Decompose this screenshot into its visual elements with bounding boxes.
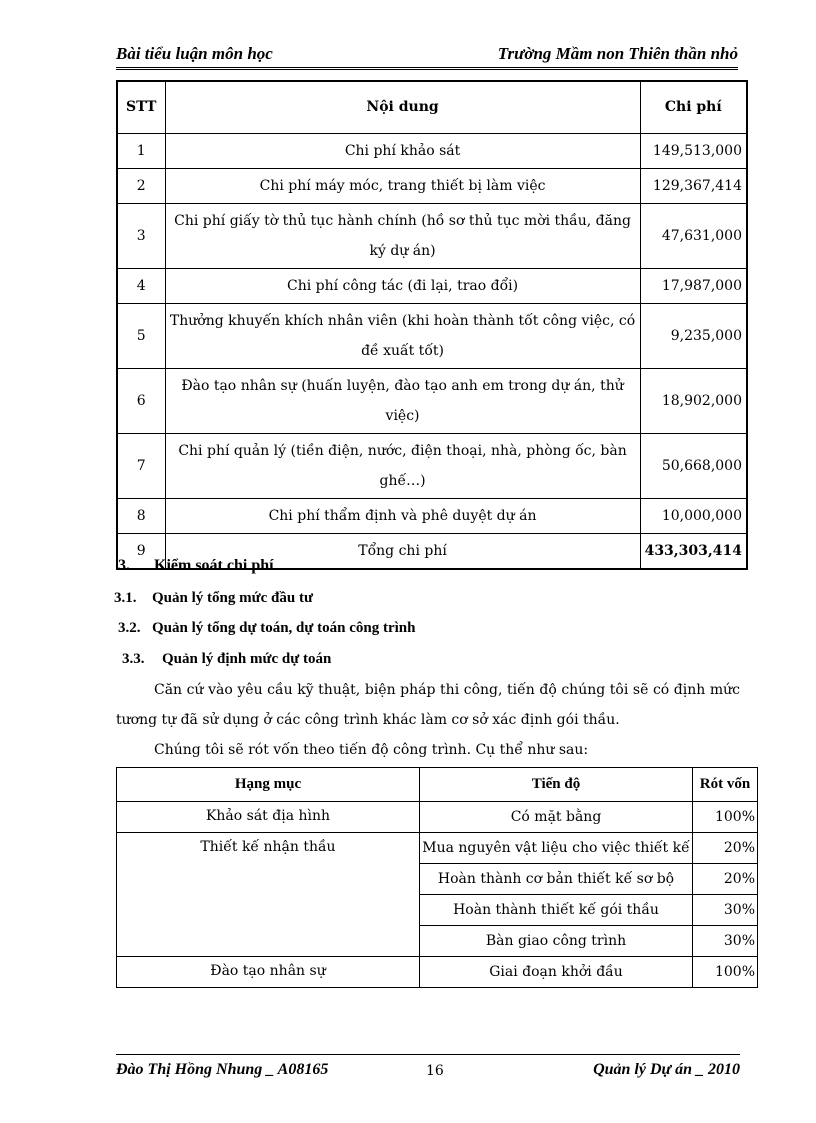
cost-content: Thưởng khuyến khích nhân viên (khi hoàn thành tốt công việc, có đề xuất tốt) — [165, 303, 640, 368]
table-row — [117, 168, 747, 203]
schedule-progress: Mua nguyên vật liệu cho việc thiết kế — [420, 833, 693, 864]
cost-table — [116, 80, 748, 570]
cost-content: Chi phí giấy tờ thủ tục hành chính (hồ sơ thủ tục mời thầu, đăng ký dự án) — [165, 203, 640, 268]
section-title: Kiểm soát chi phí — [154, 557, 274, 574]
total-value: 433,303,414 — [640, 533, 747, 569]
table-row — [117, 833, 758, 864]
schedule-funding: 20% — [693, 864, 758, 895]
schedule-header-funding: Rót vốn — [693, 768, 758, 802]
cost-content: Chi phí khảo sát — [165, 133, 640, 168]
schedule-progress: Giai đoạn khởi đầu — [420, 957, 693, 988]
page-footer — [116, 1054, 740, 1082]
cost-value: 10,000,000 — [640, 498, 747, 533]
section-number: 3. — [118, 557, 130, 574]
schedule-progress: Hoàn thành cơ bản thiết kế sơ bộ — [420, 864, 693, 895]
cost-stt: 1 — [117, 133, 165, 168]
schedule-progress: Có mặt bằng — [420, 802, 693, 833]
cost-header-stt: STT — [117, 81, 165, 133]
schedule-funding: 100% — [693, 802, 758, 833]
cost-table-header-row — [117, 81, 747, 133]
section-heading-3-2 — [118, 620, 415, 637]
footer-author: Đào Thị Hồng Nhung _ A08165 — [116, 1061, 329, 1078]
section-title: Quản lý tổng mức đầu tư — [152, 590, 313, 606]
section-title: Quản lý tổng dự toán, dự toán công trình — [152, 620, 416, 636]
table-row — [117, 802, 758, 833]
table-row — [117, 268, 747, 303]
cost-header-content: Nội dung — [165, 81, 640, 133]
section-heading-3 — [118, 557, 274, 575]
table-row — [117, 368, 747, 433]
total-label: Tổng chi phí — [165, 533, 640, 569]
cost-value: 149,513,000 — [640, 133, 747, 168]
table-row — [117, 203, 747, 268]
schedule-category: Khảo sát địa hình — [117, 802, 420, 833]
page-header — [116, 44, 738, 70]
cost-stt: 2 — [117, 168, 165, 203]
paragraph-norms: Căn cứ vào yêu cầu kỹ thuật, biện pháp thi công, tiến độ chúng tôi sẽ có định mức tương tự đã sử dụng ở các công trình khác làm cơ sở xác định gói thầu. — [116, 682, 740, 728]
cost-value: 9,235,000 — [640, 303, 747, 368]
table-row — [117, 498, 747, 533]
page-number: 16 — [426, 1063, 444, 1079]
schedule-header-row — [117, 768, 758, 802]
footer-course: Quản lý Dự án _ 2010 — [593, 1061, 740, 1078]
cost-value: 129,367,414 — [640, 168, 747, 203]
cost-header-cost: Chi phí — [640, 81, 747, 133]
cost-stt: 5 — [117, 303, 165, 368]
cost-stt: 4 — [117, 268, 165, 303]
cost-content: Chi phí quản lý (tiền điện, nước, điện thoại, nhà, phòng ốc, bàn ghế…) — [165, 433, 640, 498]
cost-stt: 6 — [117, 368, 165, 433]
cost-stt: 3 — [117, 203, 165, 268]
cost-stt: 8 — [117, 498, 165, 533]
schedule-progress: Bàn giao công trình — [420, 926, 693, 957]
header-course-title: Bài tiểu luận môn học — [116, 44, 273, 63]
table-row — [117, 303, 747, 368]
schedule-category: Đào tạo nhân sự — [117, 957, 420, 988]
cost-content: Đào tạo nhân sự (huấn luyện, đào tạo anh em trong dự án, thử việc) — [165, 368, 640, 433]
header-project-title: Trường Mầm non Thiên thần nhỏ — [497, 44, 738, 63]
schedule-funding: 30% — [693, 926, 758, 957]
schedule-funding: 30% — [693, 895, 758, 926]
schedule-funding: 20% — [693, 833, 758, 864]
schedule-progress: Hoàn thành thiết kế gói thầu — [420, 895, 693, 926]
schedule-header-progress: Tiến độ — [420, 768, 693, 802]
table-row — [117, 957, 758, 988]
cost-content: Chi phí máy móc, trang thiết bị làm việc — [165, 168, 640, 203]
section-heading-3-1 — [114, 590, 313, 607]
section-number: 3.2. — [118, 620, 141, 636]
cost-value: 50,668,000 — [640, 433, 747, 498]
table-row — [117, 133, 747, 168]
paragraph-funding-intro: Chúng tôi sẽ rót vốn theo tiến độ công trình. Cụ thể như sau: — [154, 742, 589, 758]
cost-value: 17,987,000 — [640, 268, 747, 303]
section-title: Quản lý định mức dự toán — [162, 651, 332, 667]
section-number: 3.3. — [122, 651, 145, 667]
cost-stt: 9 — [117, 533, 165, 569]
schedule-funding: 100% — [693, 957, 758, 988]
schedule-category: Thiết kế nhận thầu — [117, 833, 420, 957]
section-heading-3-3 — [122, 651, 331, 668]
cost-content: Chi phí thẩm định và phê duyệt dự án — [165, 498, 640, 533]
cost-content: Chi phí công tác (đi lại, trao đổi) — [165, 268, 640, 303]
cost-value: 47,631,000 — [640, 203, 747, 268]
section-number: 3.1. — [114, 590, 137, 606]
funding-schedule-table — [116, 767, 758, 988]
cost-value: 18,902,000 — [640, 368, 747, 433]
table-row — [117, 433, 747, 498]
cost-stt: 7 — [117, 433, 165, 498]
schedule-header-category: Hạng mục — [117, 768, 420, 802]
